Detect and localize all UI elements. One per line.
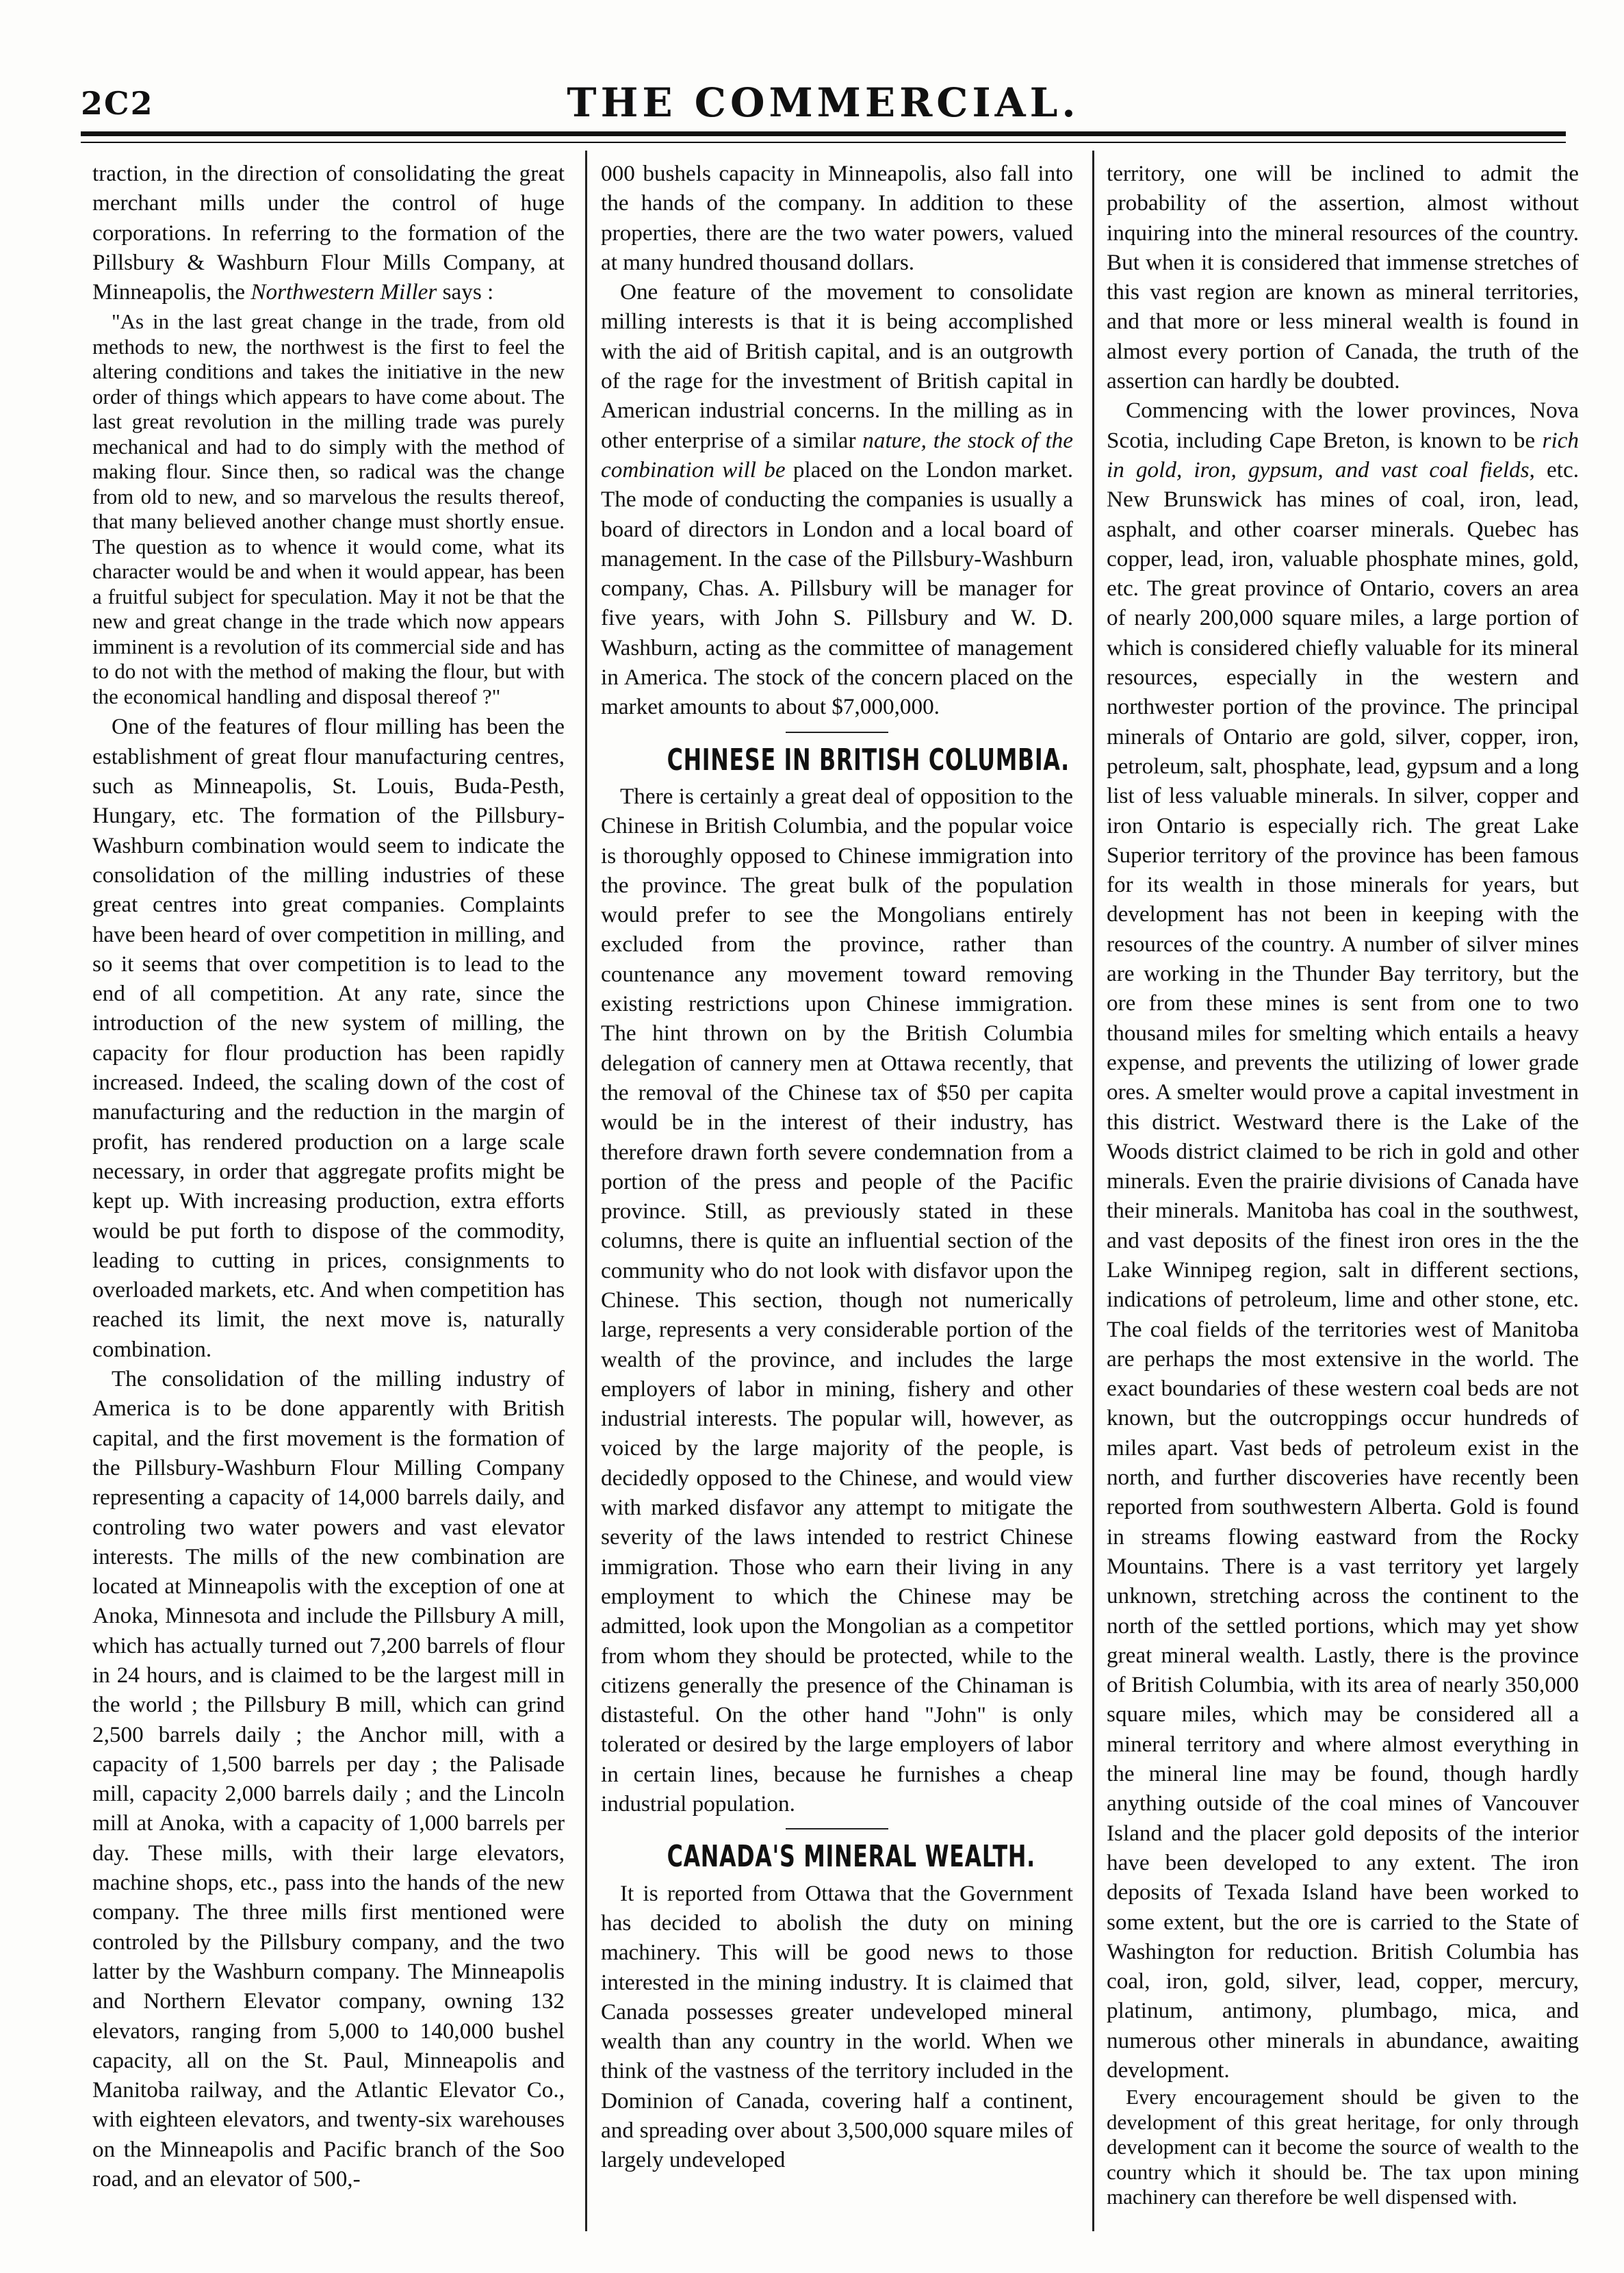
col1-paragraph-2: One of the features of flour milling has been the establishment of great flour manufacturing centres, such as Minneapolis, St. Louis, Buda-Pesth, Hungary, etc. The formation of the Pillsbury-Washburn combination would seem to indicate the consolidation of the milling industries of these great centres into great companies. Complaints have been heard of over competition in milling, and so it seems that over competition is to lead to the end of all competition. At any rate, since the introduction of the new system of milling, the capacity for flour production has been rapidly increased. Indeed, the scaling down of the cost of manufacturing and the reduction in the margin of profit, has rendered production on a large scale necessary, in order that aggregate profits might be kept up. With increasing production, extra efforts would be put forth to dispose of the commodity, leading to cutting in prices, consignments to overloaded markets, etc. And when competition has reached its limit, the next move is, naturally combination. [92, 714, 565, 1362]
col1-p1-publication: Northwestern Miller [250, 279, 437, 305]
col3-p2-end: etc. New Brunswick has mines of coal, iron, lead, asphalt, and other coarser minerals. Quebec has copper, lead, iron, valuable phosphate mines, gold, etc. The great province of Ontario, covers an area of nearly 200,000 square miles, a large portion of which is considered chiefly valuable for its mineral resources, especially in the western and northwester portion of the province. The principal minerals of Ontario are gold, silver, copper, iron, petroleum, salt, phosphate, lead, gypsum and a long list of less valuable minerals. In silver, copper and iron Ontario is especially rich. The great Lake Superior territory of the province has been famous for its wealth in those minerals for years, but development has not been in keeping with the resources of the country. A number of silver mines are working in the Thunder Bay territory, but the ore from these mines is sent from one to two thousand miles for smelting which entails a heavy expense, and prevents the utilizing of lower grade ores. A smelter would prove a capital investment in this district. Westward there is the Lake of the Woods district claimed to be rich in gold and other minerals. Even the prairie divisions of Canada have their minerals. Manitoba has coal in the southwest, and vast deposits of the finest iron ores in the the Lake Winnipeg region, salt in different sections, indications of petroleum, lime and other stone, etc. The coal fields of the territories west of Manitoba are perhaps the most extensive in the world. The exact boundaries of these western coal beds are not known, but the outcroppings occur hundreds of miles apart. Vast beds of petroleum exist in the north, and further discoveries have recently been reported from southwestern Alberta. Gold is found in streams flowing eastward from the Rocky Mountains. There is a vast territory yet largely unknown, stretching across the continent to the north of the settled portions, which may yet show great mineral wealth. Lastly, there is the province of British Columbia, with its area of nearly 350,000 square miles, which may be considered all a mineral territory and where almost everything in the mineral line may be found, though hardly anything outside of the coal mines of Vancouver Island and the placer gold deposits of the interior have been developed to any extent. The iron deposits of Texada Island have been worked to some extent, but the ore is carried to the State of Washington for reduction. British Columbia has coal, iron, gold, silver, lead, copper, mercury, platinum, antimony, plumbago, mica, and numerous other minerals in abundance, awaiting development. [1107, 457, 1579, 2083]
header-rule-thin [81, 142, 1566, 143]
page-header [81, 75, 1566, 130]
col1-p1-end: says : [442, 279, 494, 305]
heading-canadas-mineral-wealth: CANADA'S MINERAL WEALTH. [667, 1839, 1035, 1875]
col3-p2-emphasis: rich in gold, iron, gypsum, and vast coal fields, [1107, 427, 1579, 483]
page-number: 2C2 [81, 85, 154, 122]
column-divider-2 [1092, 151, 1094, 2231]
heading-rule-1 [786, 732, 888, 733]
col2-paragraph-3: There is certainly a great deal of opposition to the Chinese in British Columbia, and the popular voice is thoroughly opposed to Chinese immigration into the province. The great bulk of the population would prefer to see the Mongolians entirely excluded from the province, rather than countenance any movement toward removing existing restrictions upon Chinese immigration. The hint thrown on by the British Columbia delegation of cannery men at Ottawa recently, that the removal of the Chinese tax of $50 per capita would be in the interest of their industry, has therefore drawn forth severe condemnation from a portion of the press and people of the Pacific province. Still, as previously stated in these columns, there is quite an influential section of the community who do not look with disfavor upon the Chinese. This section, though not numerically large, represents a very considerable portion of the wealth of the province, and includes the large employers of labor in mining, fishery and other industrial interests. The popular will, however, as voiced by the large majority of the people, is decidedly opposed to the Chinese, and would view with marked disfavor any attempt to mitigate the severity of the laws intended to restrict Chinese immigration. Those who earn their living in any employment to which the Chinese may be admitted, look upon the Mongolian as a competitor from whom they should be protected, while to the citizens generally the presence of the Chinaman is distasteful. On the other hand "John" is only tolerated or desired by the large employers of labor in certain lines, because he furnishes a cheap industrial population. [601, 783, 1073, 1817]
col3-paragraph-3: Every encouragement should be given to the development of this great heritage, for only through development can it become the source of wealth to the country which it should be. The tax upon mining machinery can therefore be well dispensed with. [1107, 2085, 1579, 2209]
col2-paragraph-1: 000 bushels capacity in Minneapolis, also fall into the hands of the company. In addition to these properties, there are the two water powers, valued at many hundred thousand dollars. [601, 161, 1073, 275]
col2-p2-start: One feature of the movement to consolidate milling interests is that it is being accomplished with the aid of British capital, and is an outgrowth of the rage for the investment of British capital in American industrial concerns. In the milling as in other enterprise of a similar [601, 279, 1073, 453]
col2-p2-emphasis: nature, the stock of the combination will be [601, 427, 1073, 483]
col2-paragraph-4: It is reported from Ottawa that the Government has decided to abolish the duty on mining machinery. This will be good news to those interested in the mining industry. It is claimed that Canada possesses greater undeveloped mineral wealth than any country in the world. When we think of the vastness of the territory included in the Dominion of Canada, covering half a continent, and spreading over about 3,500,000 square miles of largely undeveloped [601, 1880, 1073, 2173]
column-3 [1107, 159, 1579, 2219]
col1-p1-text: traction, in the direction of consolidating the great merchant mills under the control of huge corporations. In referring to the formation of the Pillsbury & Washburn Flour Mills Company, at Minneapolis, the [92, 161, 565, 305]
column-divider-1 [585, 151, 587, 2231]
heading-chinese-in-british-columbia: CHINESE IN BRITISH COLUMBIA. [667, 742, 1070, 778]
col2-p2-end: placed on the London market. The mode of conducting the companies is usually a board of directors in London and a local board of management. In the case of the Pillsbury-Washburn company, Chas. A. Pillsbury will be manager for five years, with John S. Pillsbury and W. D. Washburn, acting as the committee of management in America. The stock of the concern placed on the market amounts to about $7,000,000. [601, 457, 1073, 720]
column-1 [92, 159, 565, 2219]
col1-paragraph-1 [92, 159, 565, 307]
col1-quote: "As in the last great change in the trade, from old methods to new, the northwest is the first to feel the altering conditions and takes the initiative in the new order of things which appears to have come about. The last great revolution in the milling trade was purely mechanical and had to do simply with the method of making flour. Since then, so radical was the change from old to new, and so marvelous the results thereof, that many believed another change must shortly ensue. The question as to whence it would come, what its character would be and when it would appear, has been a fruitful subject for speculation. May it not be that the new and great change in the trade which now appears imminent is a revolution of its commercial side and has to do not with the method of making the flour, but with the economical handling and disposal thereof ?" [92, 309, 565, 708]
header-rule-thick [81, 131, 1566, 136]
col2-paragraph-2 [601, 277, 1073, 721]
column-2 [601, 159, 1073, 2219]
col3-paragraph-1: territory, one will be inclined to admit the probability of the assertion, almost without inquiring into the mineral resources of the country. But when it is considered that immense stretches of this vast region are known as mineral territories, and that more or less mineral wealth is found in almost every portion of Canada, the truth of the assertion can hardly be doubted. [1107, 161, 1579, 394]
heading-rule-2 [786, 1828, 888, 1829]
col1-paragraph-3: The consolidation of the milling industry of America is to be done apparently with British capital, and the first movement is the formation of the Pillsbury-Washburn Flour Milling Company representing a capacity of 14,000 barrels daily, and controling two water powers and vast elevator interests. The mills of the new combination are located at Minneapolis with the exception of one at Anoka, Minnesota and include the Pillsbury A mill, which has actually turned out 7,200 barrels of flour in 24 hours, and is claimed to be the largest mill in the world ; the Pillsbury B mill, which can grind 2,500 barrels daily ; the Anchor mill, with a capacity of 1,500 barrels per day ; the Palisade mill, capacity 2,000 barrels daily ; and the Lincoln mill at Anoka, with a capacity of 1,000 barrels per day. These mills, with their large elevators, machine shops, etc., pass into the hands of the new company. The three mills first mentioned were controled by the Pillsbury company, and the two latter by the Washburn company. The Minneapolis and Northern Elevator company, owning 132 elevators, ranging from 5,000 to 140,000 bushel capacity, all on the St. Paul, Minneapolis and Manitoba railway, and the Atlantic Elevator Co., with eighteen elevators, and twenty-six warehouses on the Minneapolis and Pacific branch of the Soo road, and an elevator of 500,- [92, 1366, 565, 2192]
col3-paragraph-2 [1107, 396, 1579, 2085]
col3-p2-start: Commencing with the lower provinces, Nova Scotia, including Cape Breton, is known to be [1107, 398, 1579, 453]
masthead-title: THE COMMERCIAL. [567, 79, 1080, 126]
